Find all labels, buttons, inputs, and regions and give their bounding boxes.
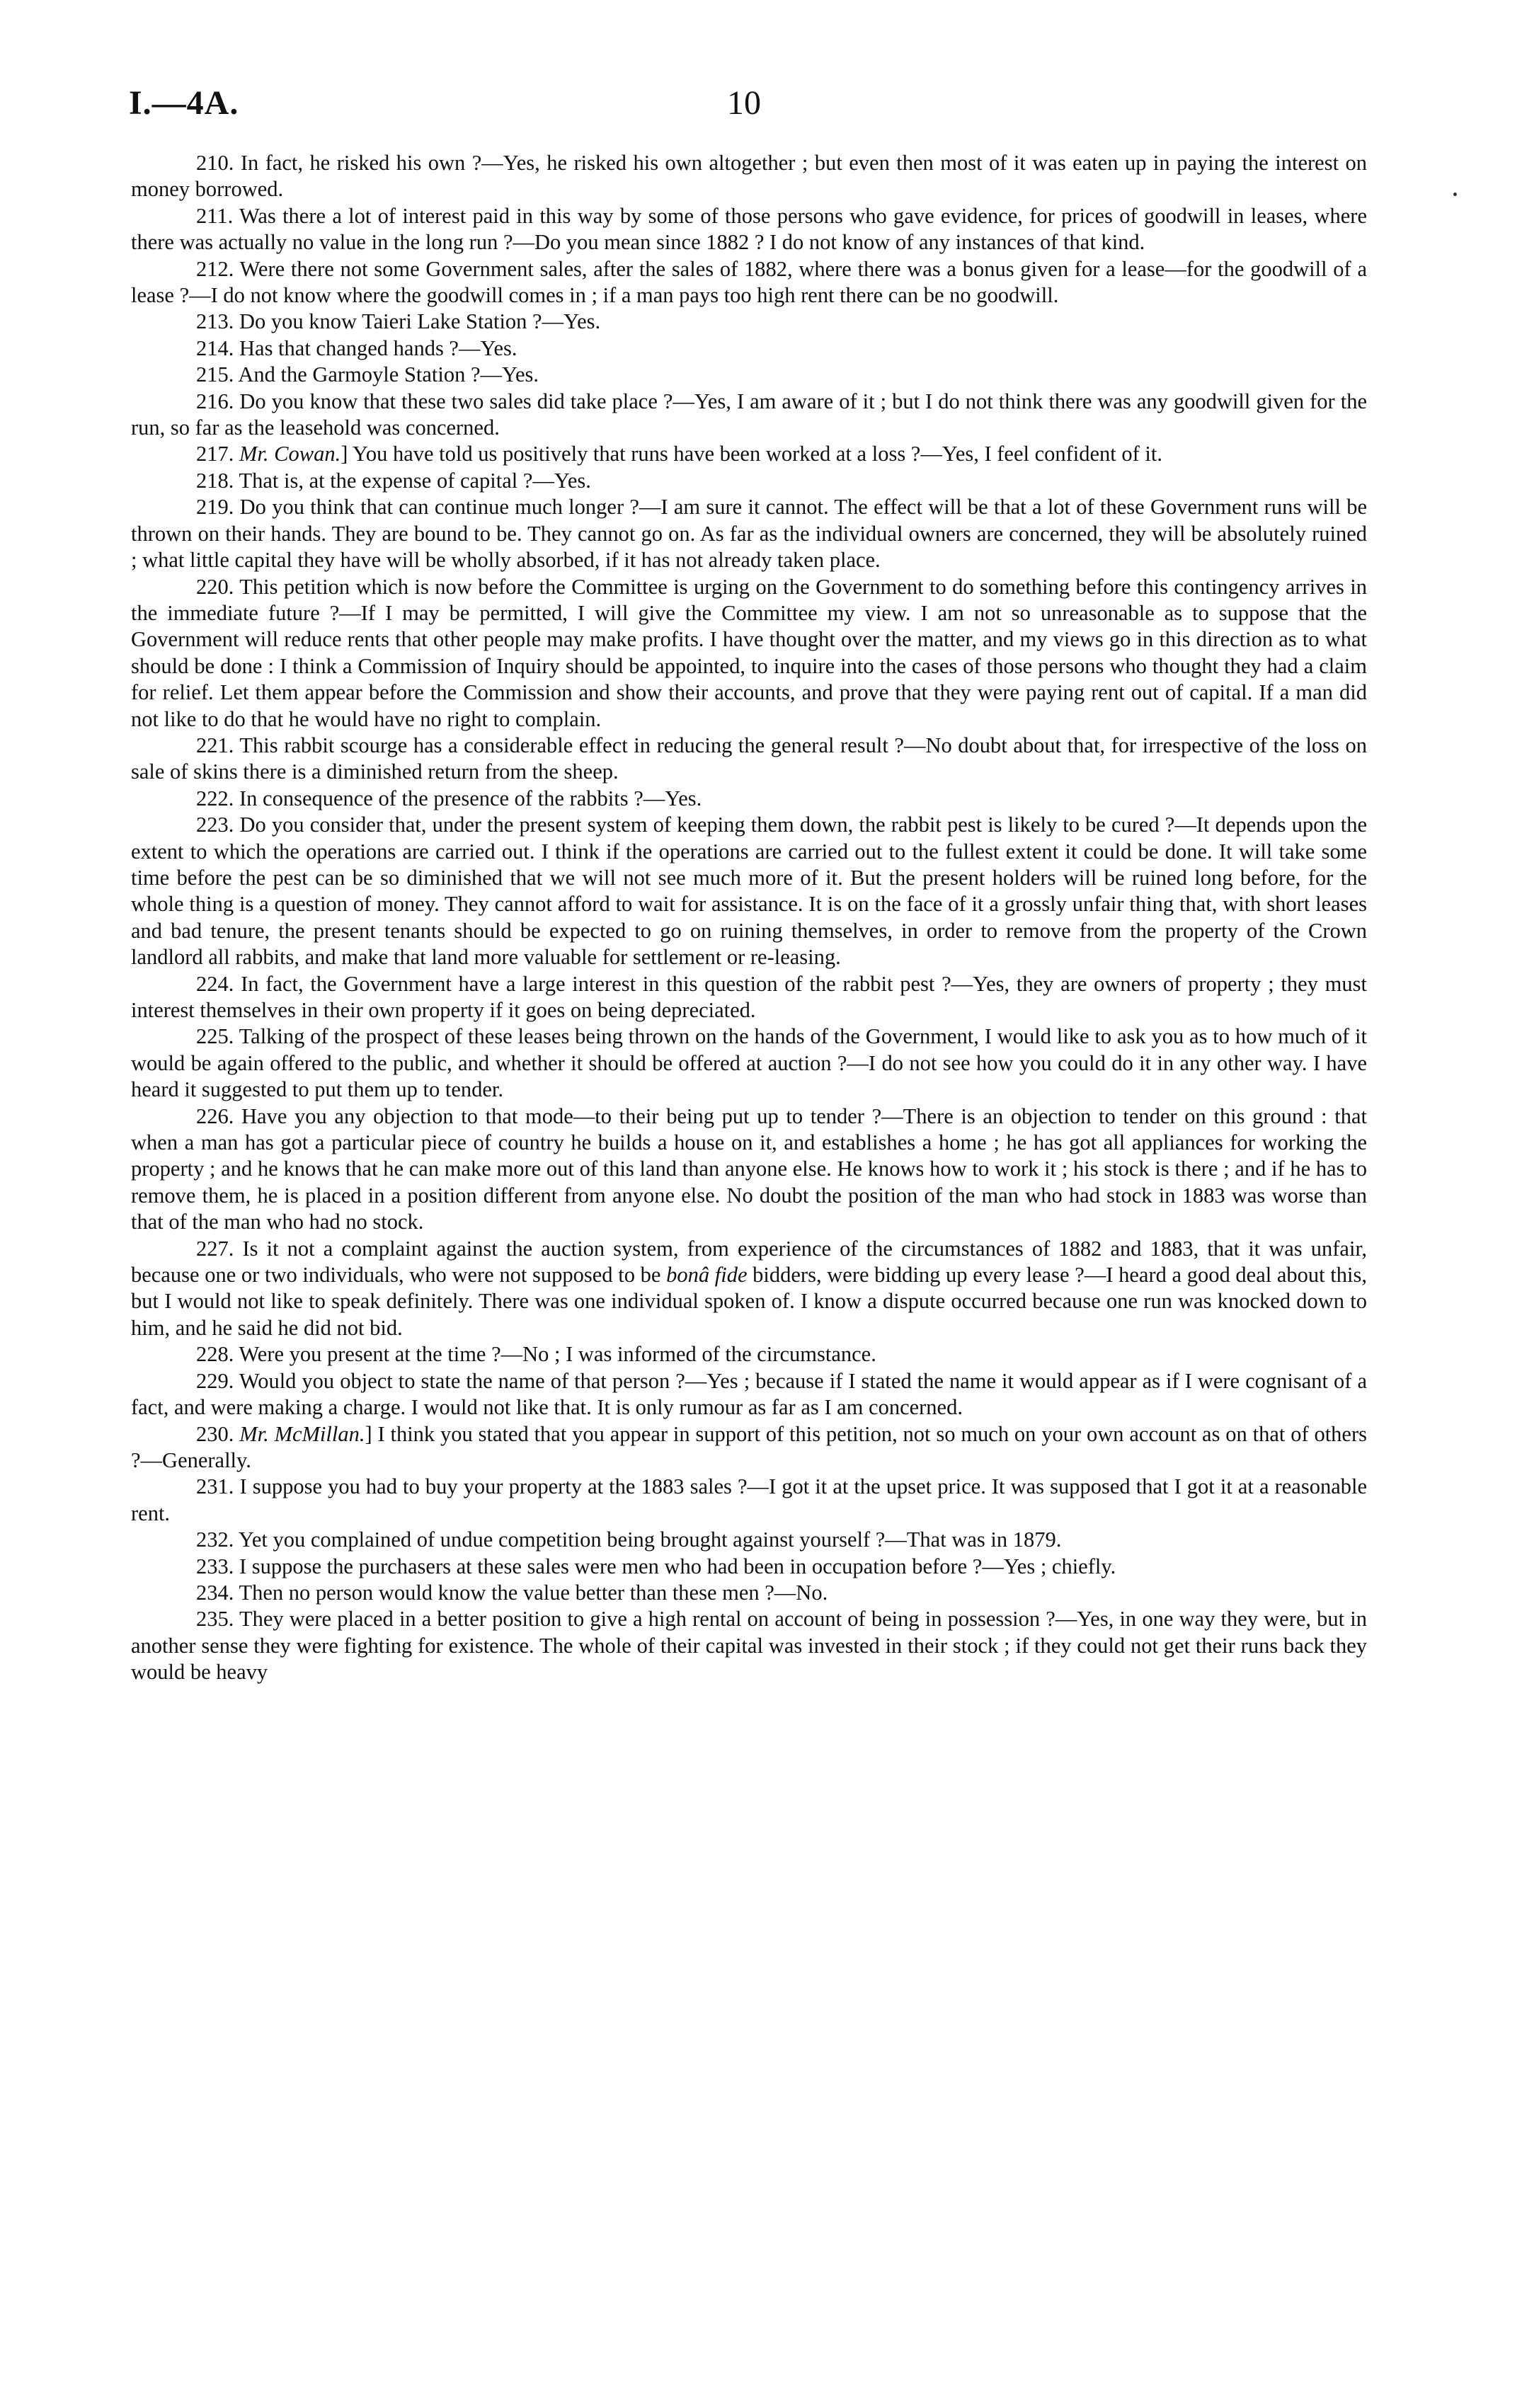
question-paragraph: 210. In fact, he risked his own ?—Yes, he risked his own altogether ; but even then most of it was eaten up in paying the interest on money borrowed. [131, 151, 1368, 202]
question-paragraph: 213. Do you know Taieri Lake Station ?—Yes. [196, 309, 601, 334]
question-paragraph: 221. This rabbit scourge has a considerable effect in reducing the general result ?—No doubt about that, for irrespective of the loss on sale of skins there is a diminished return from the sheep. [131, 733, 1367, 784]
document-reference: I.—4A. [129, 84, 239, 122]
speaker-name: Mr. McMillan. [239, 1421, 365, 1446]
question-paragraph: 234. Then no person would know the value better than these men ?—No. [196, 1580, 828, 1605]
question-paragraph: 219. Do you think that can continue much longer ?—I am sure it cannot. The effect will be that a lot of these Government runs will be thrown on their hands. They are bound to be. They cannot go on. As far as the individual owners are concerned, they will be absolutely ruined ; what little capital they have will be wholly absorbed, if it has not already taken place. [131, 495, 1367, 573]
question-paragraph: 228. Were you present at the time ?—No ; I was informed of the circumstance. [196, 1342, 876, 1367]
question-paragraph: 222. In consequence of the presence of the rabbits ?—Yes. [196, 786, 702, 810]
question-paragraph: 224. In fact, the Government have a large interest in this question of the rabbit pest ?—Yes, they are owners of property ; they must interest themselves in their own property if it goes on being depreciated. [131, 971, 1367, 1022]
question-paragraph: 225. Talking of the prospect of these leases being thrown on the hands of the Government, I would like to ask you as to how much of it would be again offered to the public, and whether it should be offered at auction ?—I do not see how you could do it in any other way. I have heard it suggested to put them up to tender. [131, 1024, 1367, 1102]
question-paragraph: 220. This petition which is now before the Committee is urging on the Government to do something before this contingency arrives in the immediate future ?—If I may be permitted, I will give the Committee my view. I am not so unreasonable as to suppose that the Government will reduce rents that other people may make profits. I have thought over the matter, and my views go in this direction as to what should be done : I think a Commission of Inquiry should be appointed, to inquire into the cases of those persons who thought they had a claim for relief. Let them appear before the Commission and show their accounts, and prove that they were paying rent out of capital. If a man did not like to do that he would have no right to complain. [131, 574, 1367, 731]
question-paragraph: 235. They were placed in a better position to give a high rental on account of being in possession ?—Yes, in one way they were, but in another sense they were fighting for existence. The whole of their capital was invested in their stock ; if they could not get their runs back they would be heavy [131, 1607, 1368, 1685]
question-paragraph: 231. I suppose you had to buy your property at the 1883 sales ?—I got it at the upset price. It was supposed that I got it at a reasonable rent. [131, 1474, 1368, 1525]
question-paragraph: 233. I suppose the purchasers at these sales were men who had been in occupation before ?—Yes ; chiefly. [196, 1554, 1116, 1578]
question-paragraph: 229. Would you object to state the name of that person ?—Yes ; because if I stated the name it would appear as if I were cognisant of a fact, and were making a charge. I would not like that. It is only rumour as far as I am concerned. [131, 1368, 1367, 1420]
question-paragraph: 227. Is it not a complaint against the auction system, from experience of the circumstances of 1882 and 1883, that it was unfair, because one or two individuals, who were not supposed to be bonâ fide bidders, were bidding up every lease ?—I heard a good deal about this, but I would not like to speak definitely. There was one individual spoken of. I know a dispute occurred because one run was knocked down to him, and he said he did not bid. [131, 1236, 1368, 1340]
question-paragraph: 230. Mr. McMillan.] I think you stated that you appear in support of this petition, not so much on your own account as on that of others ?—Generally. [131, 1421, 1367, 1472]
question-paragraph: 211. Was there a lot of interest paid in this way by some of those persons who gave evidence, for prices of goodwill in leases, where there was actually no value in the long run ?—Do you mean since 1882 ? I do not know of any instances of that kind. [131, 203, 1367, 255]
page-header [129, 84, 1375, 126]
speaker-name: Mr. Cowan. [239, 442, 341, 466]
document-body [131, 150, 1367, 1686]
question-paragraph: 232. Yet you complained of undue competition being brought against yourself ?—That was in 1879. [196, 1527, 1062, 1552]
question-paragraph: 218. That is, at the expense of capital ?—Yes. [196, 468, 591, 493]
question-paragraph: 215. And the Garmoyle Station ?—Yes. [196, 362, 539, 387]
question-paragraph: 217. Mr. Cowan.] You have told us positively that runs have been worked at a loss ?—Yes, I feel confident of it. [196, 442, 1162, 466]
italic-phrase: bonâ fide [666, 1263, 748, 1288]
speck-mark [1453, 193, 1457, 196]
question-paragraph: 212. Were there not some Government sales, after the sales of 1882, where there was a bonus given for a lease—for the goodwill of a lease ?—I do not know where the goodwill comes in ; if a man pays too high rent there can be no goodwill. [131, 256, 1367, 308]
question-paragraph: 226. Have you any objection to that mode—to their being put up to tender ?—There is an objection to tender on this ground : that when a man has got a particular piece of country he builds a house on it, and establishes a home ; he has got all appliances for working the property ; and he knows that he can make more out of this land than anyone else. He knows how to work it ; his stock is there ; and if he has to remove them, he is placed in a position different from anyone else. No doubt the position of the man who had stock in 1883 was worse than that of the man who had no stock. [131, 1103, 1367, 1234]
page-number: 10 [727, 84, 761, 122]
question-paragraph: 223. Do you consider that, under the present system of keeping them down, the rabbit pest is likely to be cured ?—It depends upon the extent to which the operations are carried out. I think if the operations are carried out to the fullest extent it could be done. It will take some time before the pest can be so diminished that we will not see much more of it. But the present holders will be ruined long before, for the whole thing is a question of money. They cannot afford to wait for assistance. It is on the face of it a grossly unfair thing that, with short leases and bad tenure, the present tenants should be expected to go on ruining themselves, in order to remove from the property of the Crown landlord all rabbits, and make that land more valuable for settlement or re-leasing. [131, 813, 1367, 970]
question-paragraph: 216. Do you know that these two sales did take place ?—Yes, I am aware of it ; but I do not think there was any goodwill given for the run, so far as the leasehold was concerned. [131, 389, 1367, 440]
question-paragraph: 214. Has that changed hands ?—Yes. [196, 336, 517, 360]
